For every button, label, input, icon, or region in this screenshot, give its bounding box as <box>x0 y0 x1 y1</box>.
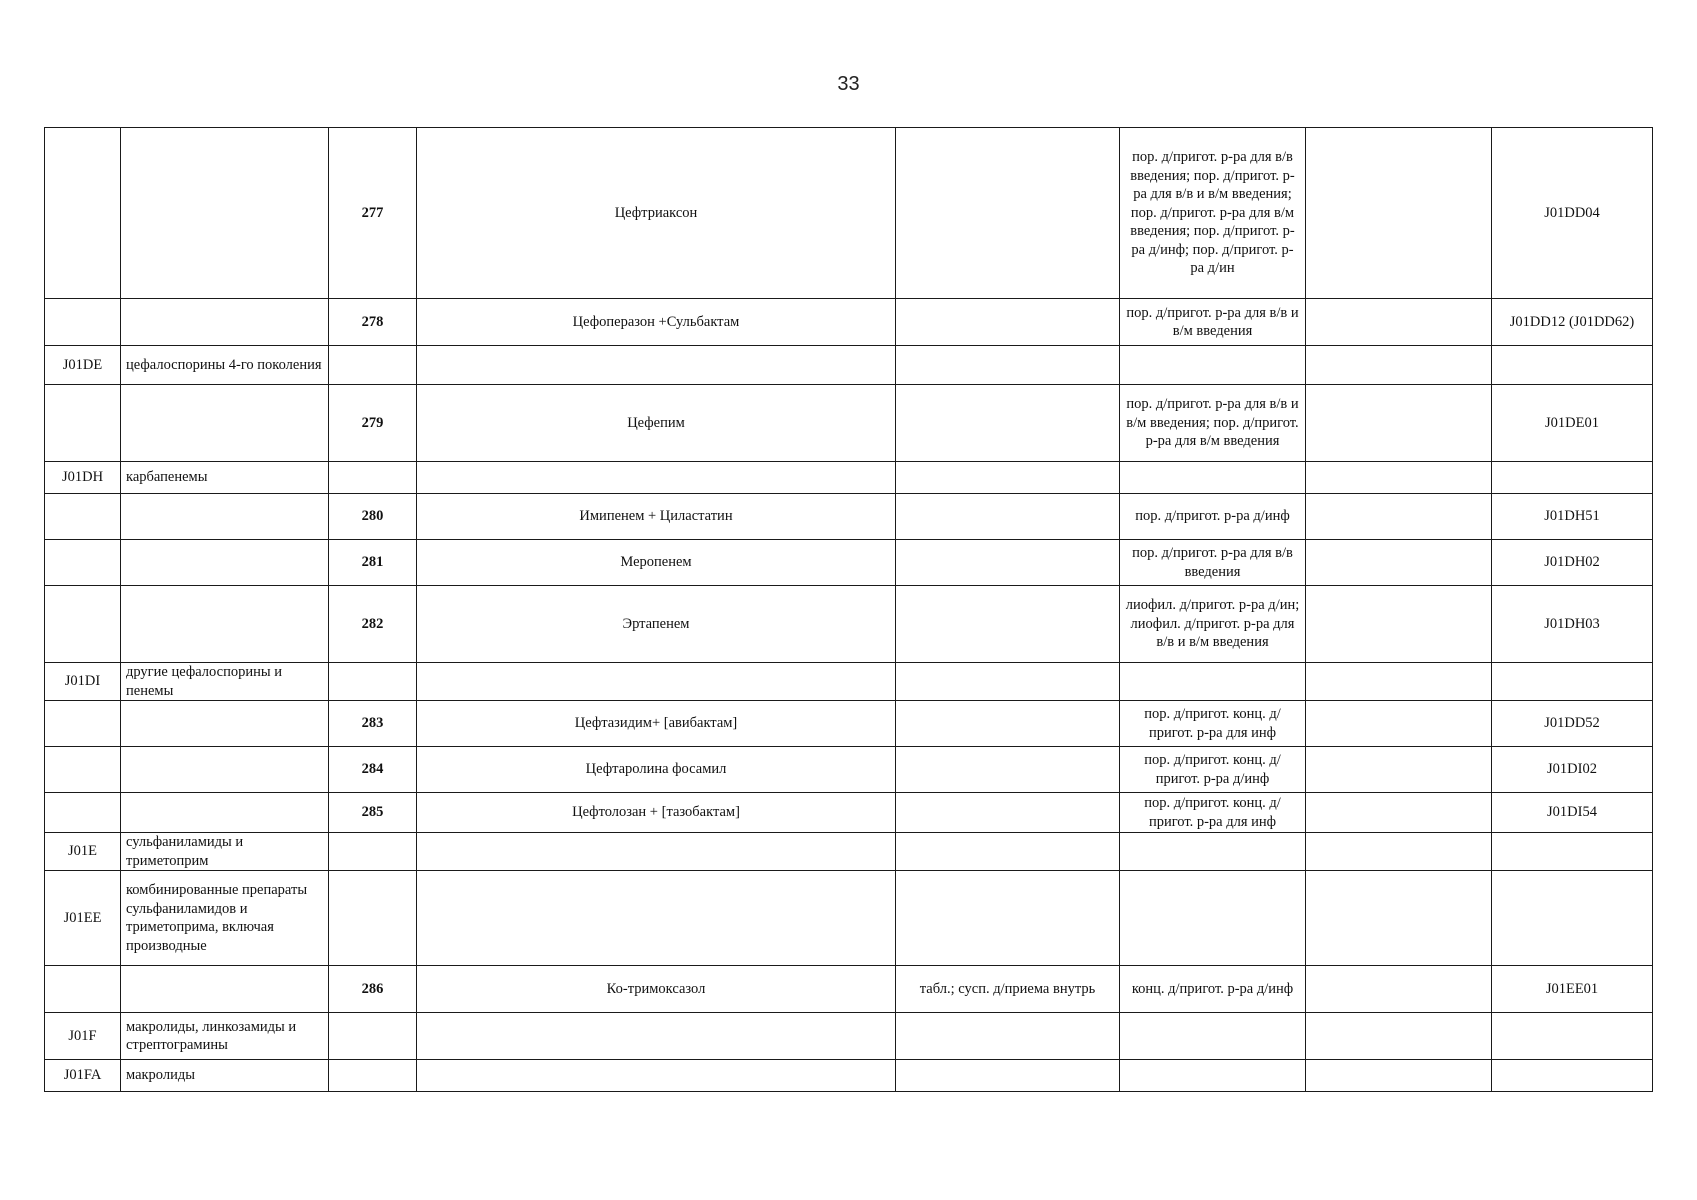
table-row <box>45 747 1653 793</box>
table-row <box>45 494 1653 540</box>
atc-group-code-cell: J01DH <box>45 462 121 494</box>
injection-form-cell: лиофил. д/пригот. р-ра д/ин; лиофил. д/пригот. р-ра для в/в и в/м введения <box>1120 586 1306 663</box>
other-form-cell <box>1306 793 1492 833</box>
atc-group-code-cell: J01E <box>45 833 121 871</box>
atc-group-name-cell <box>121 966 329 1013</box>
other-form-cell <box>1306 385 1492 462</box>
drug-name-cell: Цефтаролина фосамил <box>417 747 896 793</box>
atc-group-name-cell: сульфаниламиды и триметоприм <box>121 833 329 871</box>
injection-form-cell: пор. д/пригот. конц. д/пригот. р-ра д/инф <box>1120 747 1306 793</box>
item-number-cell: 286 <box>329 966 417 1013</box>
table-row <box>45 1060 1653 1092</box>
atc-group-code-cell <box>45 747 121 793</box>
item-number-cell: 283 <box>329 701 417 747</box>
injection-form-cell: пор. д/пригот. р-ра для в/в и в/м введения <box>1120 299 1306 346</box>
atc-group-name-cell: макролиды, линкозамиды и стрептограмины <box>121 1013 329 1060</box>
drug-name-cell: Цефтолозан + [тазобактам] <box>417 793 896 833</box>
oral-form-cell <box>896 586 1120 663</box>
atc-group-code-cell <box>45 966 121 1013</box>
other-form-cell <box>1306 747 1492 793</box>
table-row <box>45 871 1653 966</box>
atc-group-name-cell: цефалоспорины 4-го поколения <box>121 346 329 385</box>
drug-name-cell <box>417 462 896 494</box>
table-row <box>45 540 1653 586</box>
drug-name-cell <box>417 871 896 966</box>
table-row <box>45 385 1653 462</box>
oral-form-cell <box>896 462 1120 494</box>
atc-group-code-cell: J01F <box>45 1013 121 1060</box>
atc-group-name-cell: комбинированные препараты сульфаниламидов и триметоприма, включая производные <box>121 871 329 966</box>
atc-code-cell <box>1492 871 1653 966</box>
drug-name-cell <box>417 1060 896 1092</box>
item-number-cell <box>329 871 417 966</box>
item-number-cell <box>329 1060 417 1092</box>
atc-group-code-cell <box>45 385 121 462</box>
atc-group-code-cell <box>45 540 121 586</box>
other-form-cell <box>1306 871 1492 966</box>
oral-form-cell <box>896 1013 1120 1060</box>
table-row <box>45 833 1653 871</box>
oral-form-cell <box>896 833 1120 871</box>
other-form-cell <box>1306 966 1492 1013</box>
atc-code-cell: J01DD04 <box>1492 128 1653 299</box>
oral-form-cell <box>896 385 1120 462</box>
item-number-cell: 279 <box>329 385 417 462</box>
drug-name-cell: Эртапенем <box>417 586 896 663</box>
atc-group-name-cell <box>121 701 329 747</box>
injection-form-cell <box>1120 833 1306 871</box>
other-form-cell <box>1306 1060 1492 1092</box>
injection-form-cell <box>1120 1060 1306 1092</box>
oral-form-cell <box>896 747 1120 793</box>
other-form-cell <box>1306 540 1492 586</box>
oral-form-cell <box>896 128 1120 299</box>
drug-name-cell <box>417 1013 896 1060</box>
injection-form-cell <box>1120 663 1306 701</box>
injection-form-cell <box>1120 462 1306 494</box>
atc-group-name-cell <box>121 385 329 462</box>
other-form-cell <box>1306 128 1492 299</box>
atc-group-name-cell <box>121 494 329 540</box>
atc-code-cell <box>1492 1013 1653 1060</box>
atc-group-name-cell <box>121 128 329 299</box>
drug-list-table <box>44 127 1653 1092</box>
atc-code-cell: J01DH03 <box>1492 586 1653 663</box>
oral-form-cell <box>896 346 1120 385</box>
atc-code-cell <box>1492 462 1653 494</box>
injection-form-cell: пор. д/пригот. р-ра для в/в и в/м введения; пор. д/пригот. р-ра для в/м введения <box>1120 385 1306 462</box>
page-number: 33 <box>837 73 860 95</box>
atc-group-name-cell <box>121 793 329 833</box>
atc-code-cell: J01DI54 <box>1492 793 1653 833</box>
oral-form-cell <box>896 494 1120 540</box>
atc-group-code-cell: J01DI <box>45 663 121 701</box>
oral-form-cell <box>896 701 1120 747</box>
item-number-cell: 280 <box>329 494 417 540</box>
atc-code-cell: J01EE01 <box>1492 966 1653 1013</box>
oral-form-cell: табл.; сусп. д/приема внутрь <box>896 966 1120 1013</box>
atc-group-name-cell <box>121 540 329 586</box>
atc-group-code-cell: J01EE <box>45 871 121 966</box>
atc-group-name-cell: карбапенемы <box>121 462 329 494</box>
oral-form-cell <box>896 871 1120 966</box>
item-number-cell <box>329 663 417 701</box>
atc-code-cell: J01DD52 <box>1492 701 1653 747</box>
injection-form-cell: пор. д/пригот. конц. д/пригот. р-ра для инф <box>1120 701 1306 747</box>
other-form-cell <box>1306 462 1492 494</box>
atc-group-code-cell: J01FA <box>45 1060 121 1092</box>
atc-code-cell: J01DE01 <box>1492 385 1653 462</box>
drug-name-cell: Цефтриаксон <box>417 128 896 299</box>
atc-group-code-cell <box>45 586 121 663</box>
item-number-cell <box>329 1013 417 1060</box>
item-number-cell <box>329 833 417 871</box>
oral-form-cell <box>896 540 1120 586</box>
drug-name-cell: Цефоперазон +Сульбактам <box>417 299 896 346</box>
oral-form-cell <box>896 793 1120 833</box>
drug-name-cell <box>417 833 896 871</box>
item-number-cell: 277 <box>329 128 417 299</box>
atc-group-code-cell: J01DE <box>45 346 121 385</box>
other-form-cell <box>1306 1013 1492 1060</box>
injection-form-cell: пор. д/пригот. конц. д/пригот. р-ра для инф <box>1120 793 1306 833</box>
table-row <box>45 128 1653 299</box>
other-form-cell <box>1306 494 1492 540</box>
atc-code-cell <box>1492 1060 1653 1092</box>
item-number-cell <box>329 346 417 385</box>
oral-form-cell <box>896 663 1120 701</box>
item-number-cell: 284 <box>329 747 417 793</box>
injection-form-cell: пор. д/пригот. р-ра д/инф <box>1120 494 1306 540</box>
table-row <box>45 966 1653 1013</box>
atc-group-code-cell <box>45 793 121 833</box>
table-row <box>45 701 1653 747</box>
item-number-cell: 281 <box>329 540 417 586</box>
table-body <box>45 128 1653 1092</box>
drug-name-cell: Имипенем + Циластатин <box>417 494 896 540</box>
atc-group-code-cell <box>45 701 121 747</box>
table-row <box>45 462 1653 494</box>
atc-code-cell: J01DD12 (J01DD62) <box>1492 299 1653 346</box>
atc-code-cell: J01DH02 <box>1492 540 1653 586</box>
atc-group-name-cell: другие цефалоспорины и пенемы <box>121 663 329 701</box>
injection-form-cell: конц. д/пригот. р-ра д/инф <box>1120 966 1306 1013</box>
item-number-cell: 278 <box>329 299 417 346</box>
table-row <box>45 346 1653 385</box>
drug-name-cell: Ко-тримоксазол <box>417 966 896 1013</box>
atc-code-cell <box>1492 663 1653 701</box>
atc-code-cell <box>1492 833 1653 871</box>
atc-group-code-cell <box>45 494 121 540</box>
other-form-cell <box>1306 833 1492 871</box>
atc-code-cell: J01DI02 <box>1492 747 1653 793</box>
table-row <box>45 586 1653 663</box>
atc-group-name-cell <box>121 747 329 793</box>
injection-form-cell: пор. д/пригот. р-ра для в/в введения <box>1120 540 1306 586</box>
item-number-cell: 282 <box>329 586 417 663</box>
injection-form-cell <box>1120 346 1306 385</box>
other-form-cell <box>1306 586 1492 663</box>
table-row <box>45 1013 1653 1060</box>
atc-code-cell <box>1492 346 1653 385</box>
other-form-cell <box>1306 346 1492 385</box>
item-number-cell: 285 <box>329 793 417 833</box>
drug-name-cell: Меропенем <box>417 540 896 586</box>
atc-code-cell: J01DH51 <box>1492 494 1653 540</box>
table-row <box>45 793 1653 833</box>
oral-form-cell <box>896 299 1120 346</box>
injection-form-cell: пор. д/пригот. р-ра для в/в введения; пор. д/пригот. р-ра для в/в и в/м введения; пор. д/пригот. р-ра для в/м введения; пор. д/пригот. р-ра д/инф; пор. д/пригот. р-ра д/ин <box>1120 128 1306 299</box>
atc-group-code-cell <box>45 299 121 346</box>
atc-group-name-cell: макролиды <box>121 1060 329 1092</box>
other-form-cell <box>1306 663 1492 701</box>
oral-form-cell <box>896 1060 1120 1092</box>
atc-group-code-cell <box>45 128 121 299</box>
injection-form-cell <box>1120 871 1306 966</box>
item-number-cell <box>329 462 417 494</box>
atc-group-name-cell <box>121 586 329 663</box>
other-form-cell <box>1306 701 1492 747</box>
drug-name-cell <box>417 663 896 701</box>
table-row <box>45 663 1653 701</box>
atc-group-name-cell <box>121 299 329 346</box>
injection-form-cell <box>1120 1013 1306 1060</box>
drug-name-cell <box>417 346 896 385</box>
other-form-cell <box>1306 299 1492 346</box>
drug-name-cell: Цефтазидим+ [авибактам] <box>417 701 896 747</box>
drug-name-cell: Цефепим <box>417 385 896 462</box>
table-row <box>45 299 1653 346</box>
